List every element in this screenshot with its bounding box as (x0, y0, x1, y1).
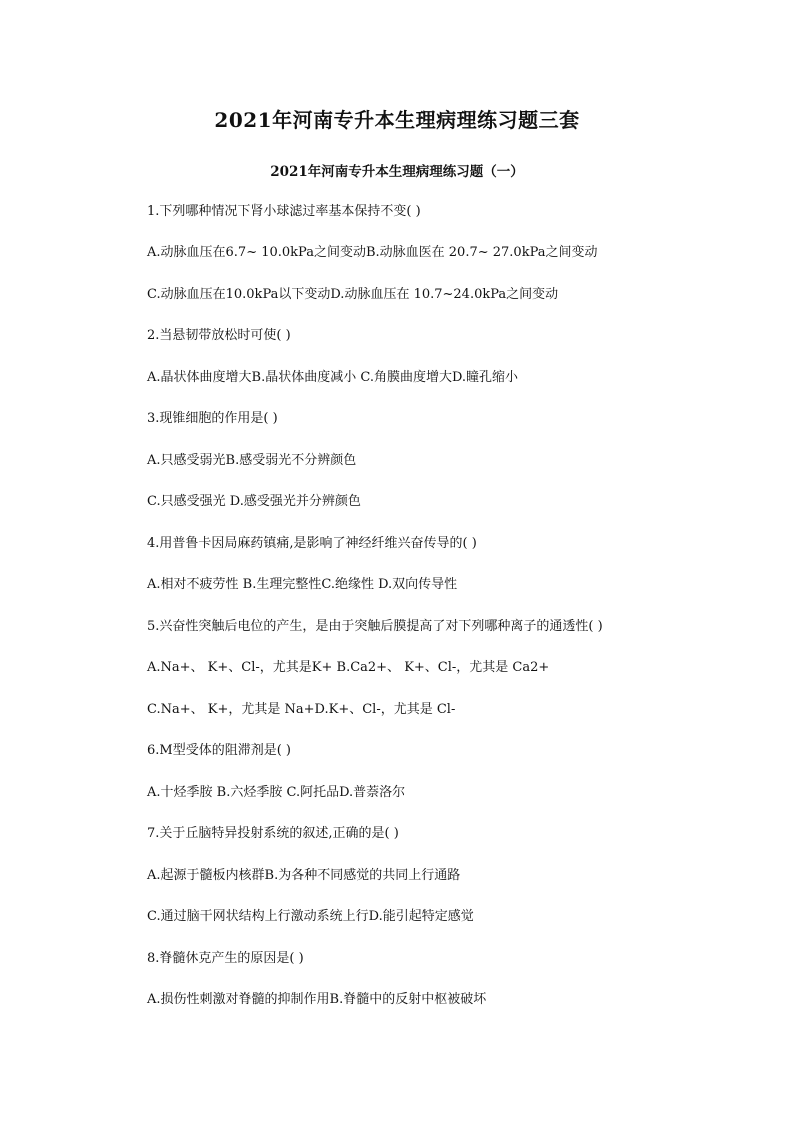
question-1: 1.下列哪种情况下肾小球滤过率基本保持不变( ) (147, 204, 421, 219)
question-1-options-ab: A.动脉血压在6.7~ 10.0kPa之间变动B.动脉血医在 20.7~ 27.0kPa之间变动 (147, 245, 598, 260)
question-2-options: A.晶状体曲度增大B.晶状体曲度减小 C.角膜曲度增大D.瞳孔缩小 (147, 370, 519, 385)
document-subtitle: 2021年河南专升本生理病理练习题（一） (270, 164, 524, 180)
question-1-options-cd: C.动脉血压在10.0kPa以下变动D.动脉血压在 10.7~24.0kPa之间变动 (147, 287, 559, 302)
question-7: 7.关于丘脑特异投射系统的叙述,正确的是( ) (147, 826, 399, 841)
question-3: 3.现锥细胞的作用是( ) (147, 411, 278, 426)
question-8: 8.脊髓休克产生的原因是( ) (147, 951, 304, 966)
question-3-options-cd: C.只感受强光 D.感受强光并分辨颜色 (147, 494, 361, 509)
question-4: 4.用普鲁卡因局麻药镇痛,是影响了神经纤维兴奋传导的( ) (147, 536, 477, 551)
question-8-options-ab: A.损伤性刺激对脊髓的抑制作用B.脊髓中的反射中枢被破坏 (147, 992, 487, 1007)
question-5: 5.兴奋性突触后电位的产生，是由于突触后膜提高了对下列哪种离子的通透性( ) (147, 619, 603, 634)
question-3-options-ab: A.只感受弱光B.感受弱光不分辨颜色 (147, 453, 357, 468)
question-5-options-ab: A.Na+、 K+、Cl-，尤其是K+ B.Ca2+、 K+、Cl-，尤其是 Ca2+ (147, 660, 550, 675)
question-5-options-cd: C.Na+、 K+，尤其是 Na+D.K+、Cl-，尤其是 Cl- (147, 702, 456, 717)
question-4-options: A.相对不疲劳性 B.生理完整性C.绝缘性 D.双向传导性 (147, 577, 458, 592)
question-6: 6.M型受体的阻滞剂是( ) (147, 743, 291, 758)
question-6-options: A.十烃季胺 B.六烃季胺 C.阿托品D.普萘洛尔 (147, 785, 406, 800)
question-7-options-cd: C.通过脑干网状结构上行激动系统上行D.能引起特定感觉 (147, 909, 474, 924)
question-2: 2.当悬韧带放松时可使( ) (147, 328, 291, 343)
document-title: 2021年河南专升本生理病理练习题三套 (214, 108, 580, 132)
question-7-options-ab: A.起源于髓板内核群B.为各种不同感觉的共同上行通路 (147, 868, 461, 883)
